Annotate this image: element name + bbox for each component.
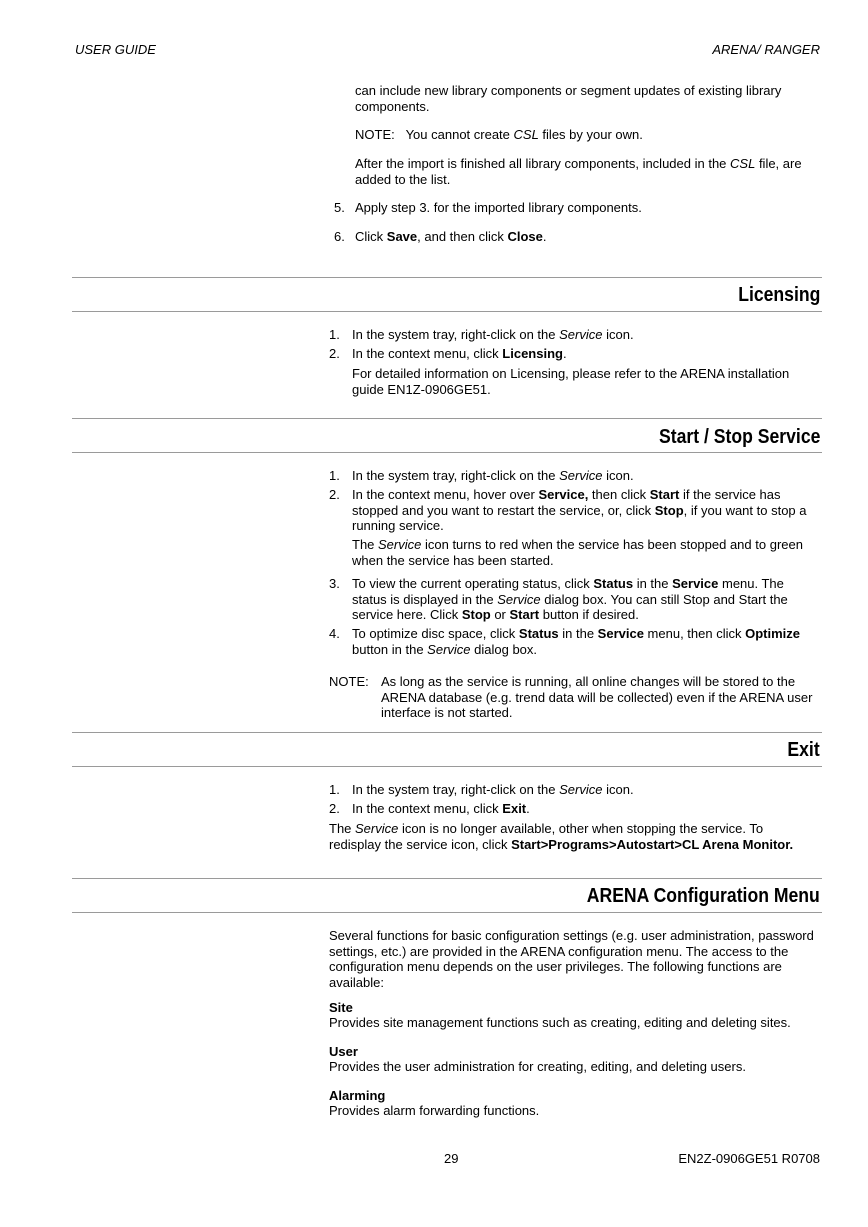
paragraph-csl-intro: can include new library components or segment updates of existing library components.	[355, 83, 782, 114]
section-divider	[72, 311, 822, 312]
licensing-step-1: In the system tray, right-click on the Service icon.	[352, 327, 634, 342]
exit-step-2: In the context menu, click Exit.	[352, 801, 530, 816]
paragraph-import-finished: After the import is finished all library components, included in the CSL file, are added to the list.	[355, 156, 802, 187]
running-header-right: ARENA/ RANGER	[712, 42, 820, 57]
step-number: 3.	[329, 576, 340, 591]
step-number: 1.	[329, 327, 340, 342]
document-number: EN2Z-0906GE51 R0708	[678, 1151, 820, 1166]
section-title-exit: Exit	[787, 739, 820, 761]
step-number: 1.	[329, 468, 340, 483]
section-title-licensing: Licensing	[737, 284, 820, 306]
section-divider	[72, 418, 822, 419]
config-site-heading: Site	[329, 1000, 353, 1015]
page-number: 29	[444, 1151, 459, 1166]
step-number: 2.	[329, 487, 340, 502]
section-divider	[72, 732, 822, 733]
step-number: 4.	[329, 626, 340, 641]
section-divider	[72, 912, 822, 913]
step-number: 6.	[334, 229, 345, 244]
section-title-configuration-menu: ARENA Configuration Menu	[586, 885, 820, 907]
licensing-info: For detailed information on Licensing, please refer to the ARENA installation guide EN1Z-0906GE51.	[352, 366, 790, 397]
config-user-description: Provides the user administration for creating, editing, and deleting users.	[329, 1059, 746, 1074]
step-number: 5.	[334, 200, 345, 215]
config-site-description: Provides site management functions such as creating, editing and deleting sites.	[329, 1015, 791, 1030]
note-label: NOTE:	[329, 674, 369, 689]
startstop-step-3: To view the current operating status, click Status in the Service menu. The status is displayed in the Service dialog box. You can still Stop and Start the service here. Click Stop or Start button if desired.	[352, 576, 788, 622]
note-csl: NOTE: You cannot create CSL files by your own.	[355, 127, 643, 142]
section-divider	[72, 878, 822, 879]
section-divider	[72, 277, 822, 278]
step-number: 2.	[329, 346, 340, 361]
section-divider	[72, 766, 822, 767]
startstop-icon-note: The Service icon turns to red when the service has been stopped and to green when the service has been started.	[352, 537, 803, 568]
step-6: Click Save, and then click Close.	[355, 229, 547, 244]
config-intro: Several functions for basic configuration settings (e.g. user administration, password settings, etc.) are provided in the ARENA configuration menu. The access to the configuration menu depends on the user privileges. The following functions are available:	[329, 928, 814, 990]
step-number: 1.	[329, 782, 340, 797]
section-divider	[72, 452, 822, 453]
startstop-step-4: To optimize disc space, click Status in the Service menu, then click Optimize button in the Service dialog box.	[352, 626, 800, 657]
running-header-left: USER GUIDE	[75, 42, 156, 57]
config-alarming-description: Provides alarm forwarding functions.	[329, 1103, 540, 1118]
config-user-heading: User	[329, 1044, 358, 1059]
config-alarming-heading: Alarming	[329, 1088, 386, 1103]
note-label: NOTE:	[355, 127, 395, 142]
licensing-step-2: In the context menu, click Licensing.	[352, 346, 567, 361]
startstop-step-2: In the context menu, hover over Service, then click Start if the service has stopped and you want to restart the service, or, click Stop, if you want to stop a running service.	[352, 487, 807, 533]
step-number: 2.	[329, 801, 340, 816]
section-title-start-stop: Start / Stop Service	[658, 426, 820, 448]
note-service-running: As long as the service is running, all online changes will be stored to the ARENA database (e.g. trend data will be collected) even if the ARENA user interface is not started.	[381, 674, 813, 720]
startstop-step-1: In the system tray, right-click on the Service icon.	[352, 468, 634, 483]
step-5: Apply step 3. for the imported library components.	[355, 200, 642, 215]
exit-paragraph: The Service icon is no longer available, other when stopping the service. To redisplay the service icon, click Start>Programs>Autostart>CL Arena Monitor.	[329, 821, 794, 852]
exit-step-1: In the system tray, right-click on the Service icon.	[352, 782, 634, 797]
